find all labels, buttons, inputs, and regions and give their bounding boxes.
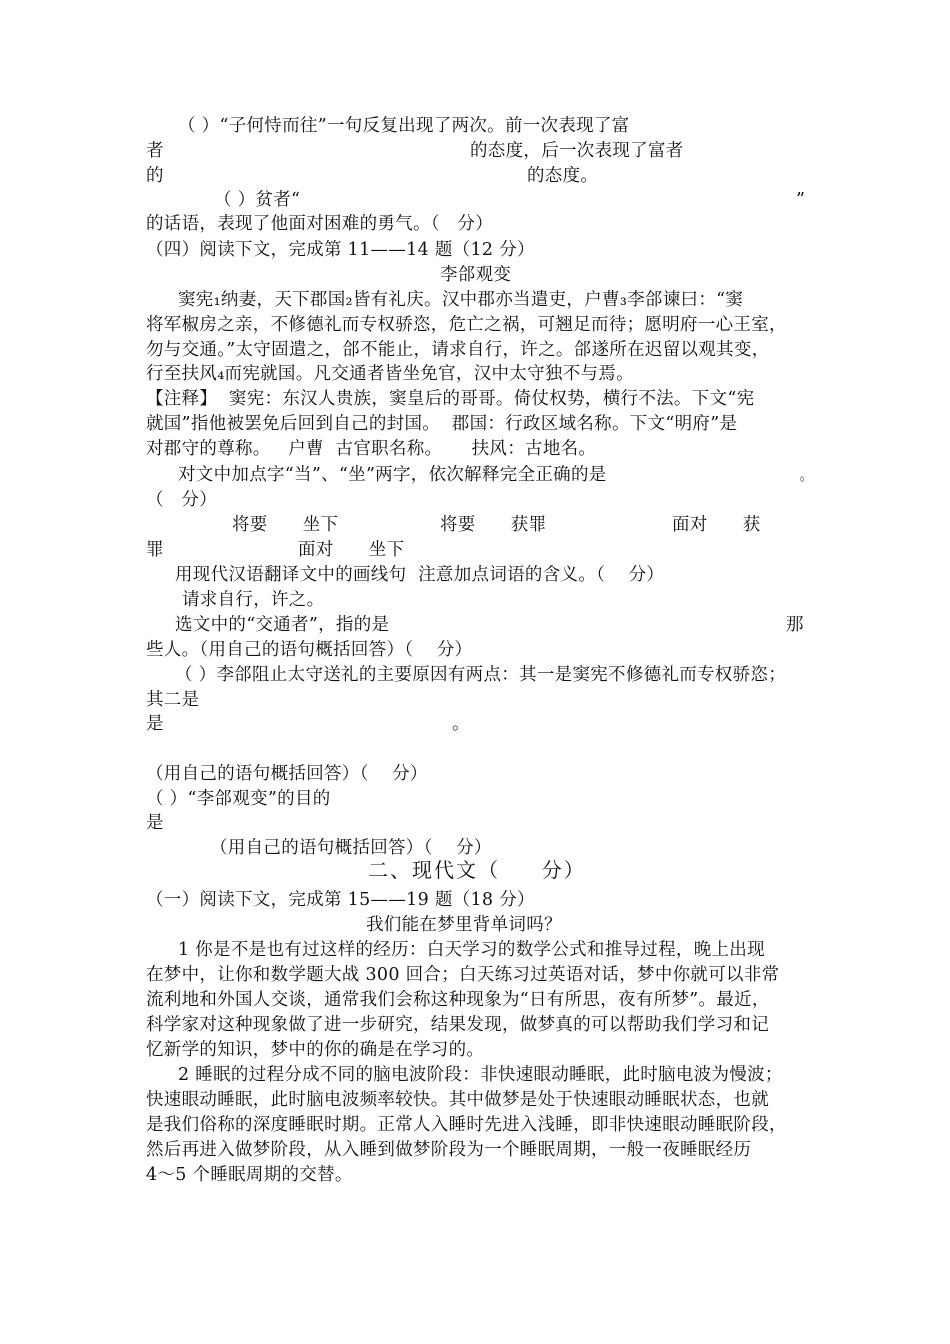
question-line: 的话语，表现了他面对困难的勇气。（ 分） xyxy=(146,214,494,234)
article-line: 忆新学的知识，梦中的你的确是在学习的。 xyxy=(146,1040,485,1060)
question-line: 是 xyxy=(146,813,164,833)
question-line: 对文中加点字“当”、“坐”两字，依次解释完全正确的是 xyxy=(178,465,607,485)
passage-line: 行至扶风₄而宪就国。凡交通者皆坐免官，汉中太守独不与焉。 xyxy=(146,364,634,384)
question-line: （ 分） xyxy=(146,490,217,510)
question-line: 的态度，后一次表现了富者 xyxy=(470,141,684,161)
question-line: 是 xyxy=(146,714,164,734)
section-title: 二、现代文（ 分） xyxy=(368,858,586,882)
question-line: ” xyxy=(796,190,806,210)
article-line: 1 你是不是也有过这样的经历：白天学习的数学公式和推导过程，晚上出现 xyxy=(178,940,765,960)
question-line: 些人。（用自己的语句概括回答）（ 分） xyxy=(146,640,473,660)
article-line: 4～5 个睡眠周期的交替。 xyxy=(146,1165,353,1185)
question-line: （ ）贫者“ xyxy=(214,190,301,210)
note-line: 就国”指他被罢免后回到自己的封国。 郡国：行政区域名称。下文“明府”是 xyxy=(146,414,738,434)
passage-line: 窦宪₁纳妻，天下郡国₂皆有礼庆。汉中郡亦当遣吏，户曹₃李郃谏曰：“窦 xyxy=(178,290,744,310)
option-text: 面对 坐下 xyxy=(298,540,405,560)
question-line: 用现代汉语翻译文中的画线句 注意加点词语的含义。（ 分） xyxy=(175,565,665,585)
article-line: 快速眼动睡眠，此时脑电波频率较快。其中做梦是处于快速眼动睡眠状态，也就 xyxy=(146,1090,769,1110)
question-line: （ ）“子何恃而往”一句反复出现了两次。前一次表现了富 xyxy=(178,116,630,136)
passage-line: 将军椒房之亲，不修德礼而专权骄恣，危亡之祸，可翘足而待；愿明府一心王室， xyxy=(146,315,787,335)
question-line: 的态度。 xyxy=(527,166,599,186)
question-line: （用自己的语句概括回答）（ 分） xyxy=(146,764,428,784)
question-line: 其二是 xyxy=(146,690,200,710)
question-line: （用自己的语句概括回答）（ 分） xyxy=(210,838,492,858)
passage-line: 勿与交通。”太守固遣之，郃不能止，请求自行，许之。郃遂所在迟留以观其变， xyxy=(146,340,770,360)
option-text: 将要 坐下 xyxy=(232,515,339,535)
question-line: 选文中的“交通者”，指的是 xyxy=(175,615,390,635)
passage-title: 李郃观变 xyxy=(440,265,512,285)
question-line: 者 xyxy=(146,141,164,161)
article-title: 我们能在梦里背单词吗？ xyxy=(366,915,562,935)
question-line: 那 xyxy=(786,615,804,635)
section-heading: （四）阅读下文，完成第 11——14 题（12 分） xyxy=(146,240,535,260)
option-text: 面对 获 xyxy=(672,515,761,535)
note-line: 【注释】 窦宪：东汉人贵族，窦皇后的哥哥。倚仗权势，横行不法。下文“宪 xyxy=(146,389,755,409)
question-line: 的 xyxy=(146,166,164,186)
note-line: 对郡守的尊称。 户曹 古官职名称。 扶风：古地名。 xyxy=(146,439,597,459)
article-line: 2 睡眠的过程分成不同的脑电波阶段：非快速眼动睡眠，此时脑电波为慢波； xyxy=(178,1065,783,1085)
section-heading: （一）阅读下文，完成第 15——19 题（18 分） xyxy=(146,890,535,910)
option-text: 将要 获罪 xyxy=(440,515,547,535)
article-line: 是我们俗称的深度睡眠时期。正常人入睡时先进入浅睡，即非快速眼动睡眠阶段， xyxy=(146,1115,787,1135)
question-line: 。 xyxy=(800,465,813,485)
question-line: （ ）李郃阻止太守送礼的主要原因有两点：其一是窦宪不修德礼而专权骄恣； xyxy=(175,665,787,685)
question-line: 。 xyxy=(452,714,470,734)
question-line: （ ）“李郃观变”的目的 xyxy=(146,789,331,809)
question-line: 请求自行，许之。 xyxy=(182,590,325,610)
article-line: 科学家对这种现象做了进一步研究，结果发现，做梦真的可以帮助我们学习和记 xyxy=(146,1015,769,1035)
article-line: 在梦中，让你和数学题大战 300 回合；白天练习过英语对话，梦中你就可以非常 xyxy=(146,965,780,985)
option-text: 罪 xyxy=(146,540,164,560)
article-line: 流利地和外国人交谈，通常我们会称这种现象为“日有所思，夜有所梦”。最近， xyxy=(146,990,770,1010)
article-line: 然后再进入做梦阶段，从入睡到做梦阶段为一个睡眠周期，一般一夜睡眠经历 xyxy=(146,1140,752,1160)
